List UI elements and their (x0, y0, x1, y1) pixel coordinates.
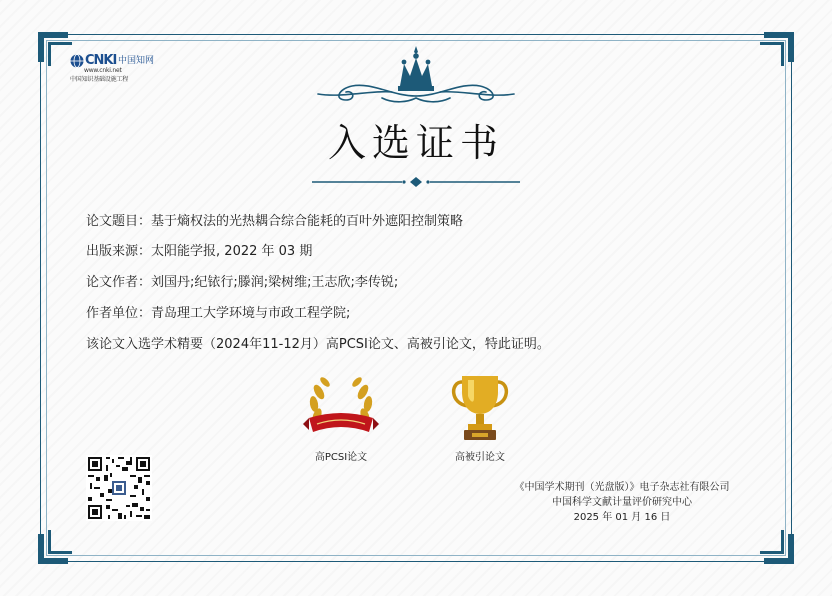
field-label: 出版来源 (86, 244, 139, 259)
certification-statement: 该论文入选学术精要（2024年11-12月）高PCSI论文、高被引论文，特此证明。 (86, 337, 550, 352)
logo-mark: CNKI (85, 53, 117, 68)
title-divider-ornament (312, 176, 520, 188)
field-label: 作者单位 (86, 306, 139, 321)
field-publication-source (86, 240, 312, 259)
field-affiliation (86, 302, 350, 321)
field-value: 青岛理工大学环境与市政工程学院; (151, 306, 351, 321)
crown-ornament-icon (312, 46, 520, 106)
award-label: 高PCSI论文 (314, 452, 368, 463)
award-highly-cited (440, 372, 520, 463)
issuer-organization: 《中国学术期刊（光盘版）》电子杂志社有限公司 (514, 482, 730, 493)
trophy-icon (448, 372, 512, 444)
issue-date: 2025 年 01 月 16 日 (573, 512, 671, 523)
field-label: 论文作者 (86, 275, 139, 290)
field-value: 太阳能学报, 2022 年 03 期 (151, 244, 313, 259)
cnki-logo (70, 52, 155, 83)
award-label: 高被引论文 (455, 452, 505, 463)
field-separator: ： (138, 214, 152, 229)
field-value: 刘国丹;纪铱行;滕润;梁树维;王志欣;李传锐; (151, 275, 399, 290)
laurel-ribbon-icon (303, 374, 379, 444)
field-value: 基于熵权法的光热耦合综合能耗的百叶外遮阳控制策略 (151, 214, 464, 229)
logo-org: 中国知识基础设施工程 (70, 76, 129, 83)
field-authors (86, 271, 398, 290)
certificate-title: 入选证书 (327, 121, 504, 165)
corner-ornament-top-right (752, 32, 794, 74)
award-high-pcsi (296, 374, 386, 463)
field-label: 论文题目 (86, 214, 139, 229)
field-separator: ： (138, 275, 152, 290)
logo-url: www.cnki.net (84, 67, 122, 74)
issuer-research-center: 中国科学文献计量评价研究中心 (552, 497, 692, 508)
qr-code (86, 455, 152, 521)
field-paper-title (86, 210, 463, 229)
corner-ornament-bottom-right (752, 522, 794, 564)
field-separator: ： (138, 244, 152, 259)
field-separator: ： (138, 306, 152, 321)
corner-ornament-bottom-left (38, 522, 80, 564)
logo-name: 中国知网 (118, 56, 155, 66)
globe-icon (70, 54, 84, 68)
